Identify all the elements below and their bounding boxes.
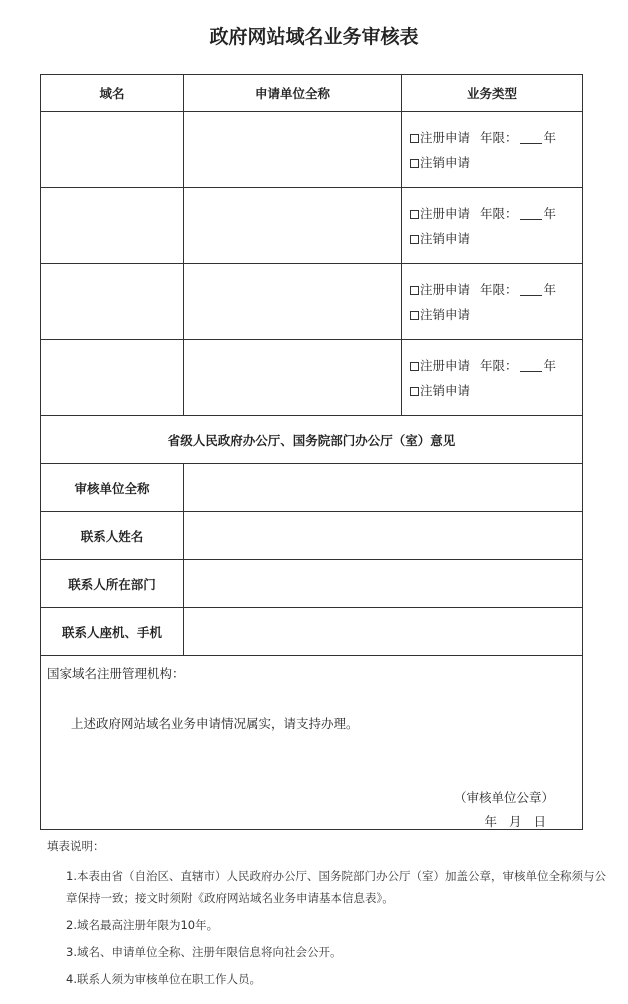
header-domain: 域名 [41, 75, 184, 112]
header-row [41, 75, 583, 112]
term-blank[interactable] [520, 134, 542, 144]
term-blank[interactable] [520, 210, 542, 220]
contact-phone-value[interactable] [184, 608, 583, 656]
applicant-unit-cell[interactable] [184, 264, 402, 340]
instruction-item: 4.联系人须为审核单位在职工作人员。 [66, 972, 261, 986]
domain-cell[interactable] [41, 112, 184, 188]
applicant-unit-cell[interactable] [184, 112, 402, 188]
domain-cell[interactable] [41, 340, 184, 416]
signature-date: 年 月 日 [484, 814, 546, 829]
register-label: 注册申请 [420, 281, 471, 297]
opinion-heading-row [41, 416, 583, 464]
review-form-table [40, 74, 583, 830]
term-label: 年限： [480, 281, 518, 297]
form-title: 政府网站域名业务审核表 [209, 26, 419, 48]
cancel-checkbox[interactable] [410, 159, 419, 168]
business-type-cell [402, 112, 583, 188]
business-type-cell [402, 264, 583, 340]
business-type-cell [402, 188, 583, 264]
year-unit: 年 [543, 129, 557, 145]
instruction-item: 3.域名、申请单位全称、注册年限信息将向社会公开。 [66, 945, 342, 959]
reviewing-unit-label: 审核单位全称 [41, 464, 184, 512]
domain-cell[interactable] [41, 188, 184, 264]
contact-department-value[interactable] [184, 560, 583, 608]
cancel-label: 注销申请 [420, 306, 471, 322]
registry-statement: 上述政府网站域名业务申请情况属实，请支持办理。 [71, 716, 359, 731]
domain-row [41, 340, 583, 416]
contact-department-label: 联系人所在部门 [41, 560, 184, 608]
register-checkbox[interactable] [410, 134, 419, 143]
instructions-title: 填表说明： [47, 839, 105, 853]
term-blank[interactable] [520, 362, 542, 372]
applicant-unit-cell[interactable] [184, 340, 402, 416]
cancel-label: 注销申请 [420, 154, 471, 170]
cancel-label: 注销申请 [420, 382, 471, 398]
register-label: 注册申请 [420, 129, 471, 145]
header-applicant-unit: 申请单位全称 [184, 75, 402, 112]
register-checkbox[interactable] [410, 286, 419, 295]
register-label: 注册申请 [420, 205, 471, 221]
cancel-checkbox[interactable] [410, 387, 419, 396]
cancel-label: 注销申请 [420, 230, 471, 246]
instruction-item: 2.域名最高注册年限为10年。 [66, 918, 219, 932]
registry-cell [41, 656, 583, 830]
business-type-cell [402, 340, 583, 416]
opinion-field-row [41, 608, 583, 656]
year-unit: 年 [543, 357, 557, 373]
domain-row [41, 264, 583, 340]
term-label: 年限： [480, 205, 518, 221]
register-checkbox[interactable] [410, 210, 419, 219]
contact-name-value[interactable] [184, 512, 583, 560]
reviewing-unit-value[interactable] [184, 464, 583, 512]
register-checkbox[interactable] [410, 362, 419, 371]
registry-title: 国家域名注册管理机构： [47, 666, 185, 681]
term-label: 年限： [480, 129, 518, 145]
term-blank[interactable] [520, 286, 542, 296]
cancel-checkbox[interactable] [410, 235, 419, 244]
cancel-checkbox[interactable] [410, 311, 419, 320]
registry-row [41, 656, 583, 830]
domain-cell[interactable] [41, 264, 184, 340]
official-seal-note: （审核单位公章） [453, 790, 554, 805]
opinion-field-row [41, 512, 583, 560]
domain-row [41, 188, 583, 264]
domain-row [41, 112, 583, 188]
term-label: 年限： [480, 357, 518, 373]
instruction-item: 1.本表由省（自治区、直辖市）人民政府办公厅、国务院部门办公厅（室）加盖公章，审核单位全称须与公章保持一致；接文时须附《政府网站域名业务申请基本信息表》。 [66, 869, 606, 905]
opinion-field-row [41, 464, 583, 512]
register-label: 注册申请 [420, 357, 471, 373]
year-unit: 年 [543, 281, 557, 297]
contact-phone-label: 联系人座机、手机 [41, 608, 184, 656]
opinion-heading: 省级人民政府办公厅、国务院部门办公厅（室）意见 [41, 416, 583, 464]
contact-name-label: 联系人姓名 [41, 512, 184, 560]
filling-instructions [47, 838, 607, 990]
applicant-unit-cell[interactable] [184, 188, 402, 264]
header-business-type: 业务类型 [402, 75, 583, 112]
year-unit: 年 [543, 205, 557, 221]
opinion-field-row [41, 560, 583, 608]
